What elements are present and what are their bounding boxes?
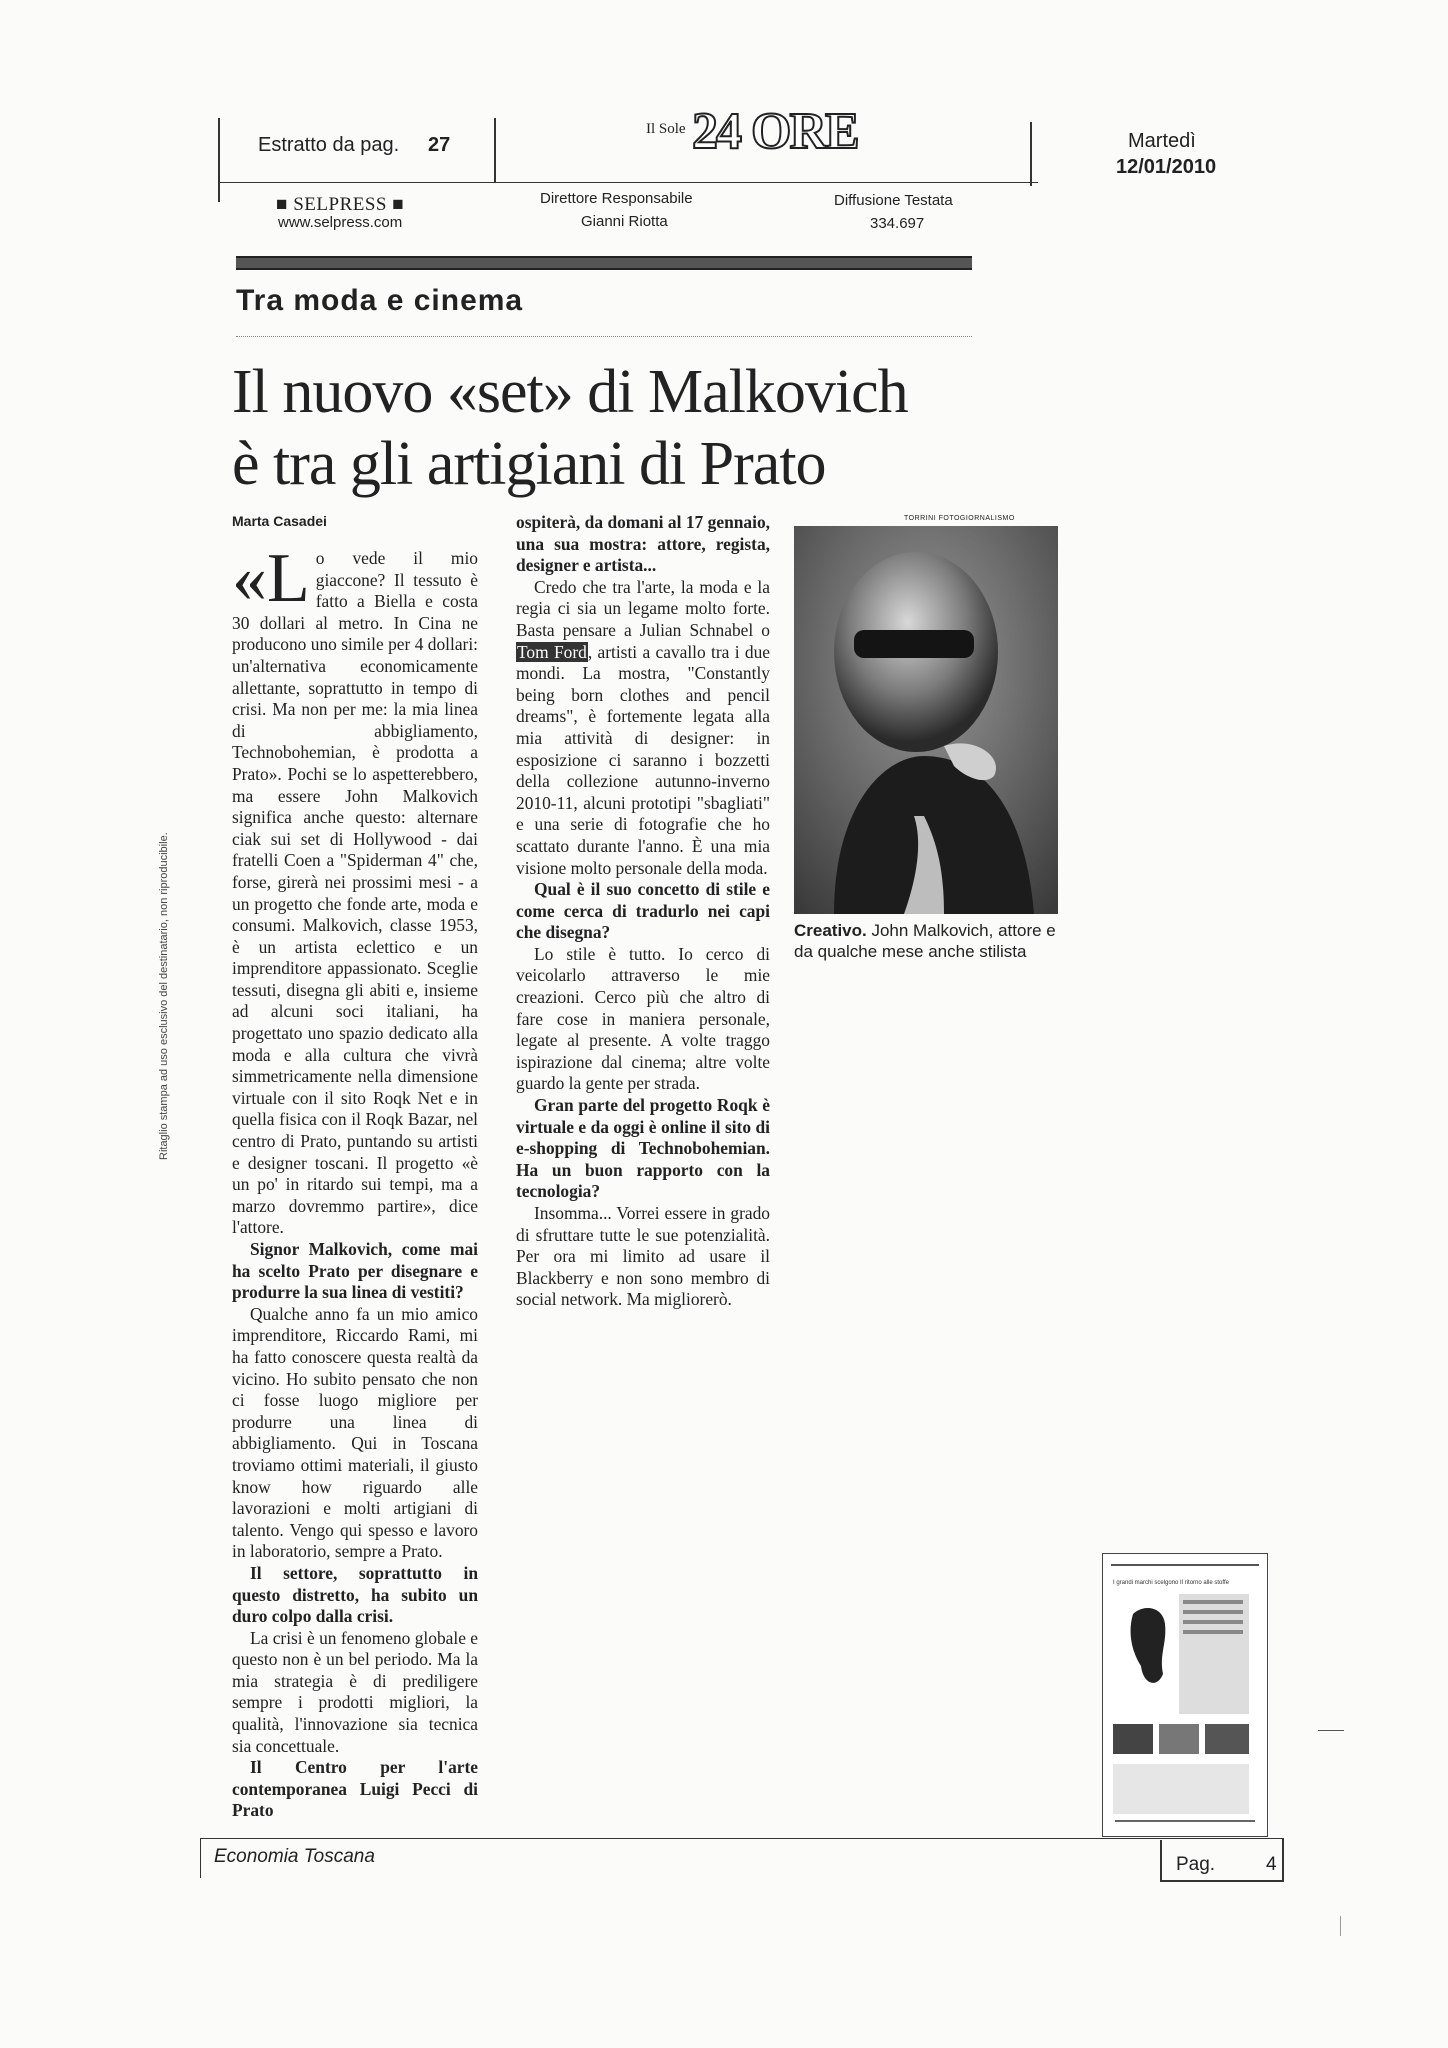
copyright-note: Ritaglio stampa ad uso esclusivo del destinatario, non riproducibile. (158, 832, 170, 1160)
circulation-label: Diffusione Testata (834, 192, 953, 209)
page-thumbnail (1102, 1553, 1268, 1837)
dropcap: «L (232, 540, 310, 617)
answer-4: Lo stile è tutto. Io cerco di veicolarlo attraverso le mie creazioni. Cerco più che altro di fare cose in maniera personale, legate al presente. A volte traggo ispirazione dal cinema; altre volte guardo la gente per strada. (516, 943, 770, 1094)
director-name: Gianni Riotta (581, 213, 668, 230)
footer-bottom-rule (1160, 1880, 1284, 1882)
header-divider-1 (494, 118, 496, 182)
footer-page-label: Pag. (1176, 1854, 1216, 1875)
thumbnail-headline: I grandi marchi scelgono Il ritorno alle stoffe (1113, 1580, 1229, 1586)
footer-page-number: 4 (1266, 1854, 1277, 1875)
section-rule (236, 256, 972, 270)
issue-date: 12/01/2010 (1116, 156, 1217, 178)
director-label: Direttore Responsabile (540, 190, 693, 207)
headline-line-1: Il nuovo «set» di Malkovich (232, 358, 908, 426)
article-column-2 (516, 512, 770, 1311)
article-column-1 (232, 540, 478, 1822)
portrait-photo (794, 526, 1058, 914)
intro-paragraph: o vede il mio giaccone? Il tessuto è fatto a Biella e costa 30 dollari al metro. In Cina ne producono uno simile per 4 dollari: un'alternativa economicamente allettante, soprattutto in tempo di crisi. Ma non per me: la mia linea di abbigliamento, Technobohemian, è prodotta a Prato». Pochi se lo aspetterebbero, ma essere John Malkovich significa anche questo: alternare ciak sui set di Hollywood - dai fratelli Coen a "Spiderman 4" che, forse, girerà nei prossimi mesi - a un progetto che fonde arte, moda e consumi. Malkovich, classe 1953, è un artista eclettico e un imprenditore appassionato. Sceglie tessuti, disegna gli abiti e, insieme ad alcuni soci italiani, ha progettato uno spazio dedicato alla moda e alla cultura che vivrà simmetricamente nella dimensione virtuale con il sito Roqk Net e in quella fisica con il Roqk Bazar, nel centro di Prato, puntando su artisti e designer toscani. Il progetto «è un po' in ritardo sui tempi, ma a marzo dovremmo partire», dice l'attore. (232, 548, 478, 1238)
answer-2: La crisi è un fenomeno globale e questo non è un bel periodo. Ma la mia strategia è di prediligere sempre i prodotti migliori, la qualità, l'innovazione sia tecnica sia concettuale. (232, 1627, 478, 1756)
issue-day: Martedì (1128, 130, 1196, 152)
footer-right-rule (1282, 1838, 1284, 1882)
footer-left-rule (200, 1838, 201, 1878)
newspaper-logo: 24 ORE (692, 103, 858, 160)
agency-url: www.selpress.com (278, 214, 403, 231)
extract-label: Estratto da pag. (258, 134, 400, 156)
thumbnail-image (1103, 1554, 1267, 1836)
header-left-rule (218, 118, 220, 202)
answer-1: Qualche anno fa un mio amico imprenditore, Riccardo Rami, mi ha fatto conoscere questa realtà da vicino. Ho subito pensato che non ci fosse luogo migliore per produrre una linea di abbigliamento. Qui in Toscana troviamo ottimi materiali, il giusto know how riguardo alle lavorazioni e molti artigiani di talento. Vengo qui spesso e lavoro in laboratorio, sempre a Prato. (232, 1303, 478, 1562)
question-4: Qual è il suo concetto di stile e come cerca di tradurlo nei capi che disegna? (516, 879, 770, 943)
circulation-value: 334.697 (870, 215, 925, 232)
caption-text: John Malkovich, attore e da qualche mese anche stilista (794, 921, 1056, 961)
headline-line-2: è tra gli artigiani di Prato (232, 430, 826, 498)
question-2: Il settore, soprattutto in questo distretto, ha subito un duro colpo dalla crisi. (232, 1562, 478, 1627)
agency-logo: ■ SELPRESS ■ (276, 194, 405, 215)
scan-mark (1340, 1916, 1341, 1936)
headline (232, 356, 1032, 500)
footer-top-rule (200, 1838, 1284, 1839)
question-1: Signor Malkovich, come mai ha scelto Prato per disegnare e produrre la sua linea di vestiti? (232, 1239, 478, 1303)
question-5: Gran parte del progetto Roqk è virtuale e da oggi è online il sito di e-shopping di Technobohemian. Ha un buon rapporto con la tecnologia? (516, 1095, 770, 1202)
header-divider-2 (1030, 122, 1032, 186)
logo-prefix: Il Sole (646, 121, 686, 137)
byline: Marta Casadei (232, 513, 327, 529)
header-bottom-rule (218, 182, 1038, 183)
question-3-continued: ospiterà, da domani al 17 gennaio, una sua mostra: attore, regista, designer e artista... (516, 512, 770, 576)
section-title: Tra moda e cinema (236, 284, 524, 317)
dotted-rule (236, 336, 972, 337)
caption-lead: Creativo. (794, 921, 867, 940)
photo-credit: TORRINI FOTOGIORNALISMO (904, 515, 1015, 522)
highlighted-name: Tom Ford (517, 641, 587, 662)
photo-caption (794, 920, 1064, 962)
footer-divider (1160, 1840, 1162, 1880)
scan-mark (1318, 1730, 1344, 1731)
extract-page: 27 (428, 134, 451, 156)
question-3: Il Centro per l'arte contemporanea Luigi Pecci di Prato (232, 1757, 478, 1821)
answer-5: Insomma... Vorrei essere in grado di sfruttare tutte le sue potenzialità. Per ora mi limito ad usare il Blackberry e non sono membro di social network. Ma migliorerò. (516, 1203, 770, 1310)
footer-publication: Economia Toscana (214, 1846, 375, 1867)
answer-3: Credo che tra l'arte, la moda e la regia ci sia un legame molto forte. Basta pensare a Julian Schnabel o Tom Ford, artisti a cavallo tra i due mondi. La mostra, "Constantly being born clothes and pencil dreams", è fortemente legata alla mia attività di designer: in esposizione ci saranno i bozzetti della collezione autunno-inverno 2010-11, alcuni prototipi "sbagliati" e una serie di fotografie che ho scattato durante l'anno. È una mia visione molto personale della moda. (516, 576, 770, 878)
portrait-image (794, 526, 1058, 914)
